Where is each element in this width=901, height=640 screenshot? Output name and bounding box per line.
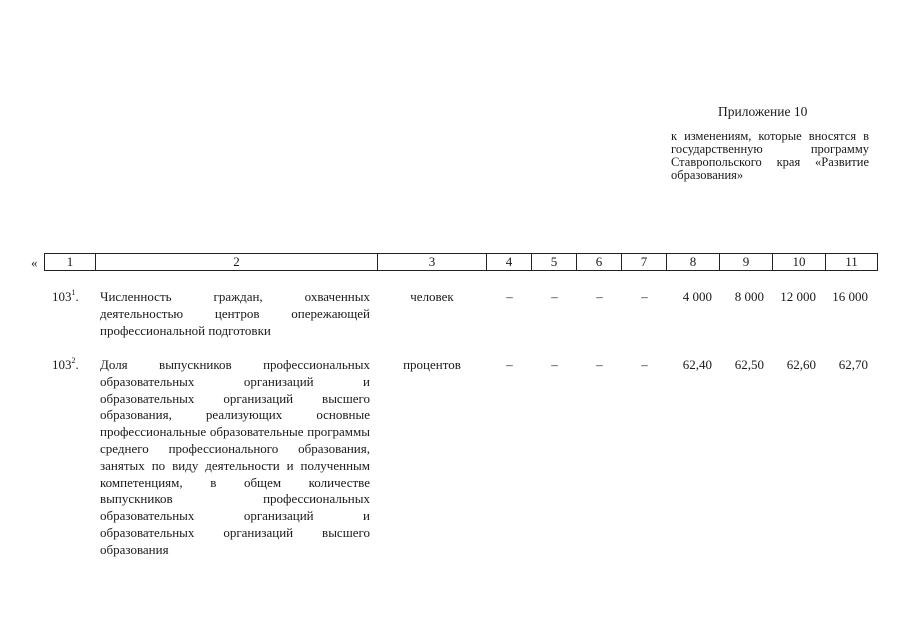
unit-of-measure: процентов [403,357,461,372]
value-col7: – [641,289,648,304]
unit-of-measure: человек [410,289,454,304]
column-number-8: 8 [667,254,720,271]
value-col9: 8 000 [734,289,764,304]
column-number-3: 3 [378,254,487,271]
value-col11: 16 000 [832,289,868,304]
row-number: $103^1$. [52,288,79,304]
column-number-2: 2 [96,254,378,271]
column-number-5: 5 [532,254,577,271]
value-col5: – [551,289,558,304]
value-col6: – [596,289,603,304]
indicator-name: Численность граждан, охваченных деятельностью центров опережающей профессиональной подготовки [100,289,370,338]
value-col10: 62,60 [786,357,816,372]
value-col8: 62,40 [682,357,712,372]
column-number-header [44,253,878,271]
opening-quote: « [31,255,38,270]
indicator-name: Доля выпускников профессиональных образовательных организаций и образовательных организаций высшего образования, реализующих основные профессиональные образовательные программы среднего профессионального образования, занятых по виду деятельности и полученным компетенциям, в общем количестве выпускников профессиональных образовательных организаций и образовательных организаций высшего образования [100,357,370,557]
column-number-4: 4 [487,254,532,271]
column-number-6: 6 [577,254,622,271]
appendix-note: к изменениям, которые вносятся в государственную программу Ставропольского края «Развитие образования» [671,129,869,182]
row-number-main: 103 [52,357,72,372]
value-col4: – [506,289,513,304]
column-number-1: 1 [45,254,96,271]
value-col4: – [506,357,513,372]
row-number: $103^2$. [52,356,79,372]
value-col7: – [641,357,648,372]
appendix-title: Приложение 10 [718,104,808,119]
column-number-9: 9 [720,254,773,271]
column-number-11: 11 [826,254,878,271]
value-col6: – [596,357,603,372]
value-col9: 62,50 [734,357,764,372]
value-col10: 12 000 [780,289,816,304]
row-number-main: 103 [52,289,72,304]
column-number-10: 10 [773,254,826,271]
row-number-superscript: 2 [71,356,76,365]
value-col8: 4 000 [682,289,712,304]
row-number-superscript: 1 [71,288,76,297]
column-number-7: 7 [622,254,667,271]
value-col11: 62,70 [838,357,868,372]
value-col5: – [551,357,558,372]
